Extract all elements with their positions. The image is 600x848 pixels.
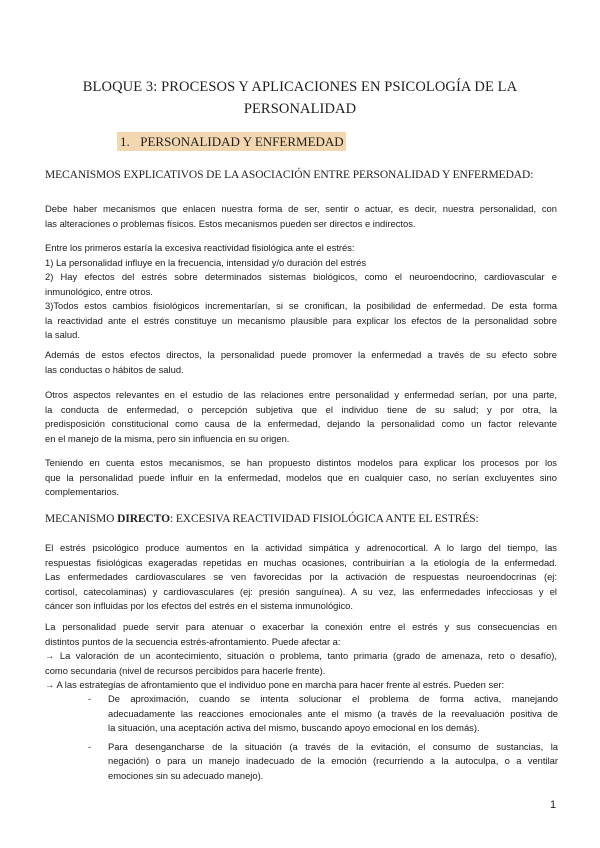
text-line: Las enfermedades cardiovasculares se ven favorecidas por la activación de respuestas neuroendocrinas (ej: (45, 571, 557, 582)
text-line: cortisol, catecolaminas) y cardiovasculares (ej: presión sanguínea). A su vez, las enfermedades infecciosas y el (45, 585, 557, 597)
title-line-2: PERSONALIDAD (243, 101, 357, 117)
text-line: inmunológico, entre otros. (45, 285, 153, 297)
section-label: PERSONALIDAD Y ENFERMEDAD (140, 134, 344, 149)
text-line: negación) o para un manejo inadecuado de la emoción (recurriendo a la autoculpa, o a ventilar (108, 755, 558, 766)
paragraph-1 (45, 202, 557, 231)
subheading-prefix: MECANISMO (45, 513, 118, 525)
paragraph-3 (45, 348, 557, 377)
paragraph-2 (45, 241, 557, 343)
text-line: Entre los primeros estaría la excesiva reactividad fisiológica ante el estrés: (45, 242, 355, 253)
bullet-list (88, 692, 558, 787)
text-line: la reactividad ante el estrés constituye un mecanismo plausible para explicar los efectos de la personalidad sobre (45, 314, 557, 326)
text-line: La personalidad puede servir para atenuar o exacerbar la conexión entre el estrés y sus consecuencias en (45, 621, 557, 632)
text-line: 3)Todos estos cambios fisiológicos incrementarían, si se cronifican, la posibilidad de enfermedad. De esta forma (45, 300, 557, 311)
subheading-mecanismos: MECANISMOS EXPLICATIVOS DE LA ASOCIACIÓN ENTRE PERSONALIDAD Y ENFERMEDAD: (45, 169, 534, 181)
text-line: → La valoración de un acontecimiento, situación o problema, tanto primaria (grado de amenaza, reto o desafío), (45, 650, 557, 661)
text-line: en el manejo de la misma, pero sin influencia en su origen. (45, 432, 290, 444)
bullet-dash: - (88, 740, 92, 752)
text-line: emociones sin su adecuado manejo). (108, 769, 264, 781)
text-line: Además de estos efectos directos, la personalidad puede promover la enfermedad a través de su efecto sobre (45, 349, 557, 360)
text-line: como secundaria (nivel de recursos percibidos para hacerle frente). (45, 664, 326, 676)
text-line: cáncer son influidas por los efectos del estrés en el sistema inmunológico. (45, 600, 353, 611)
text-line: → A las estrategias de afrontamiento que el individuo pone en marcha para hacer frente al estrés. Pueden ser: (45, 679, 505, 690)
bullet-dash: - (88, 693, 92, 704)
paragraph-7 (45, 620, 557, 693)
text-line: predisposición constitucional como causa de la enfermedad, dejando la personalidad como un factor relevante (45, 418, 557, 429)
text-line: las alteraciones o problemas físicos. Estos mecanismos pueden ser directos e indirectos. (45, 217, 416, 229)
title-line-1: BLOQUE 3: PROCESOS Y APLICACIONES EN PSICOLOGÍA DE LA (82, 79, 518, 95)
text-line: adecuadamente las reacciones emocionales ante el mismo (a través de la reevaluación positiva de (108, 707, 558, 719)
text-line: que la personalidad puede influir en la enfermedad, modelos que en cualquier caso, no serían excluyentes sino (45, 471, 557, 483)
paragraph-4 (45, 388, 557, 446)
text-line: Debe haber mecanismos que enlacen nuestra forma de ser, sentir o actuar, es decir, nuestra personalidad, con (45, 203, 557, 214)
subheading-bold: DIRECTO (117, 513, 170, 525)
text-line: 2) Hay efectos del estrés sobre determinados sistemas biológicos, como el neuroendocrino, cardiovascular e (45, 271, 557, 282)
paragraph-6 (45, 541, 557, 614)
subheading-suffix: : EXCESIVA REACTIVIDAD FISIOLÓGICA ANTE EL ESTRÉS: (169, 513, 479, 525)
text-line: respuestas fisiológicas exageradas repetidas en muchas ocasiones, contribuirían a la etiología de la enfermedad. (45, 556, 557, 568)
text-line: la situación, una aceptación activa del mismo, buscando apoyo emocional en los demás). (108, 722, 480, 733)
text-line: la conducta de enfermedad, o percepción subjetiva que el individuo tiene de su salud; y por otra, la (45, 403, 557, 415)
text-line: El estrés psicológico produce aumentos en la actividad simpática y adrenocortical. A lo largo del tiempo, las (45, 542, 557, 553)
text-line: las conductas o hábitos de salud. (45, 363, 184, 375)
text-line: la salud. (45, 329, 80, 340)
text-line: 1) La personalidad influye en la frecuencia, intensidad y/o duración del estrés (45, 256, 367, 268)
paragraph-5 (45, 456, 557, 500)
text-line: De aproximación, cuando se intenta solucionar el problema de forma activa, manejando (108, 693, 558, 704)
text-line: complementarios. (45, 486, 119, 497)
list-item (88, 692, 558, 736)
text-line: Para desengancharse de la situación (a través de la evitación, el consumo de sustancias, la (108, 740, 558, 752)
page-number: 1 (550, 799, 557, 811)
text-line: Otros aspectos relevantes en el estudio de las relaciones entre personalidad y enfermedad serían, por una parte, (45, 389, 557, 400)
section-number: 1. (120, 134, 130, 149)
subheading-mecanismo-directo (45, 513, 565, 525)
text-line: Teniendo en cuenta estos mecanismos, se han propuesto distintos modelos para explicar los procesos por los (45, 457, 557, 468)
text-line: distintos puntos de la secuencia estrés-afrontamiento. Puede afectar a: (45, 635, 341, 647)
section-heading (117, 132, 346, 151)
list-item (88, 740, 558, 784)
page-title (60, 76, 540, 120)
